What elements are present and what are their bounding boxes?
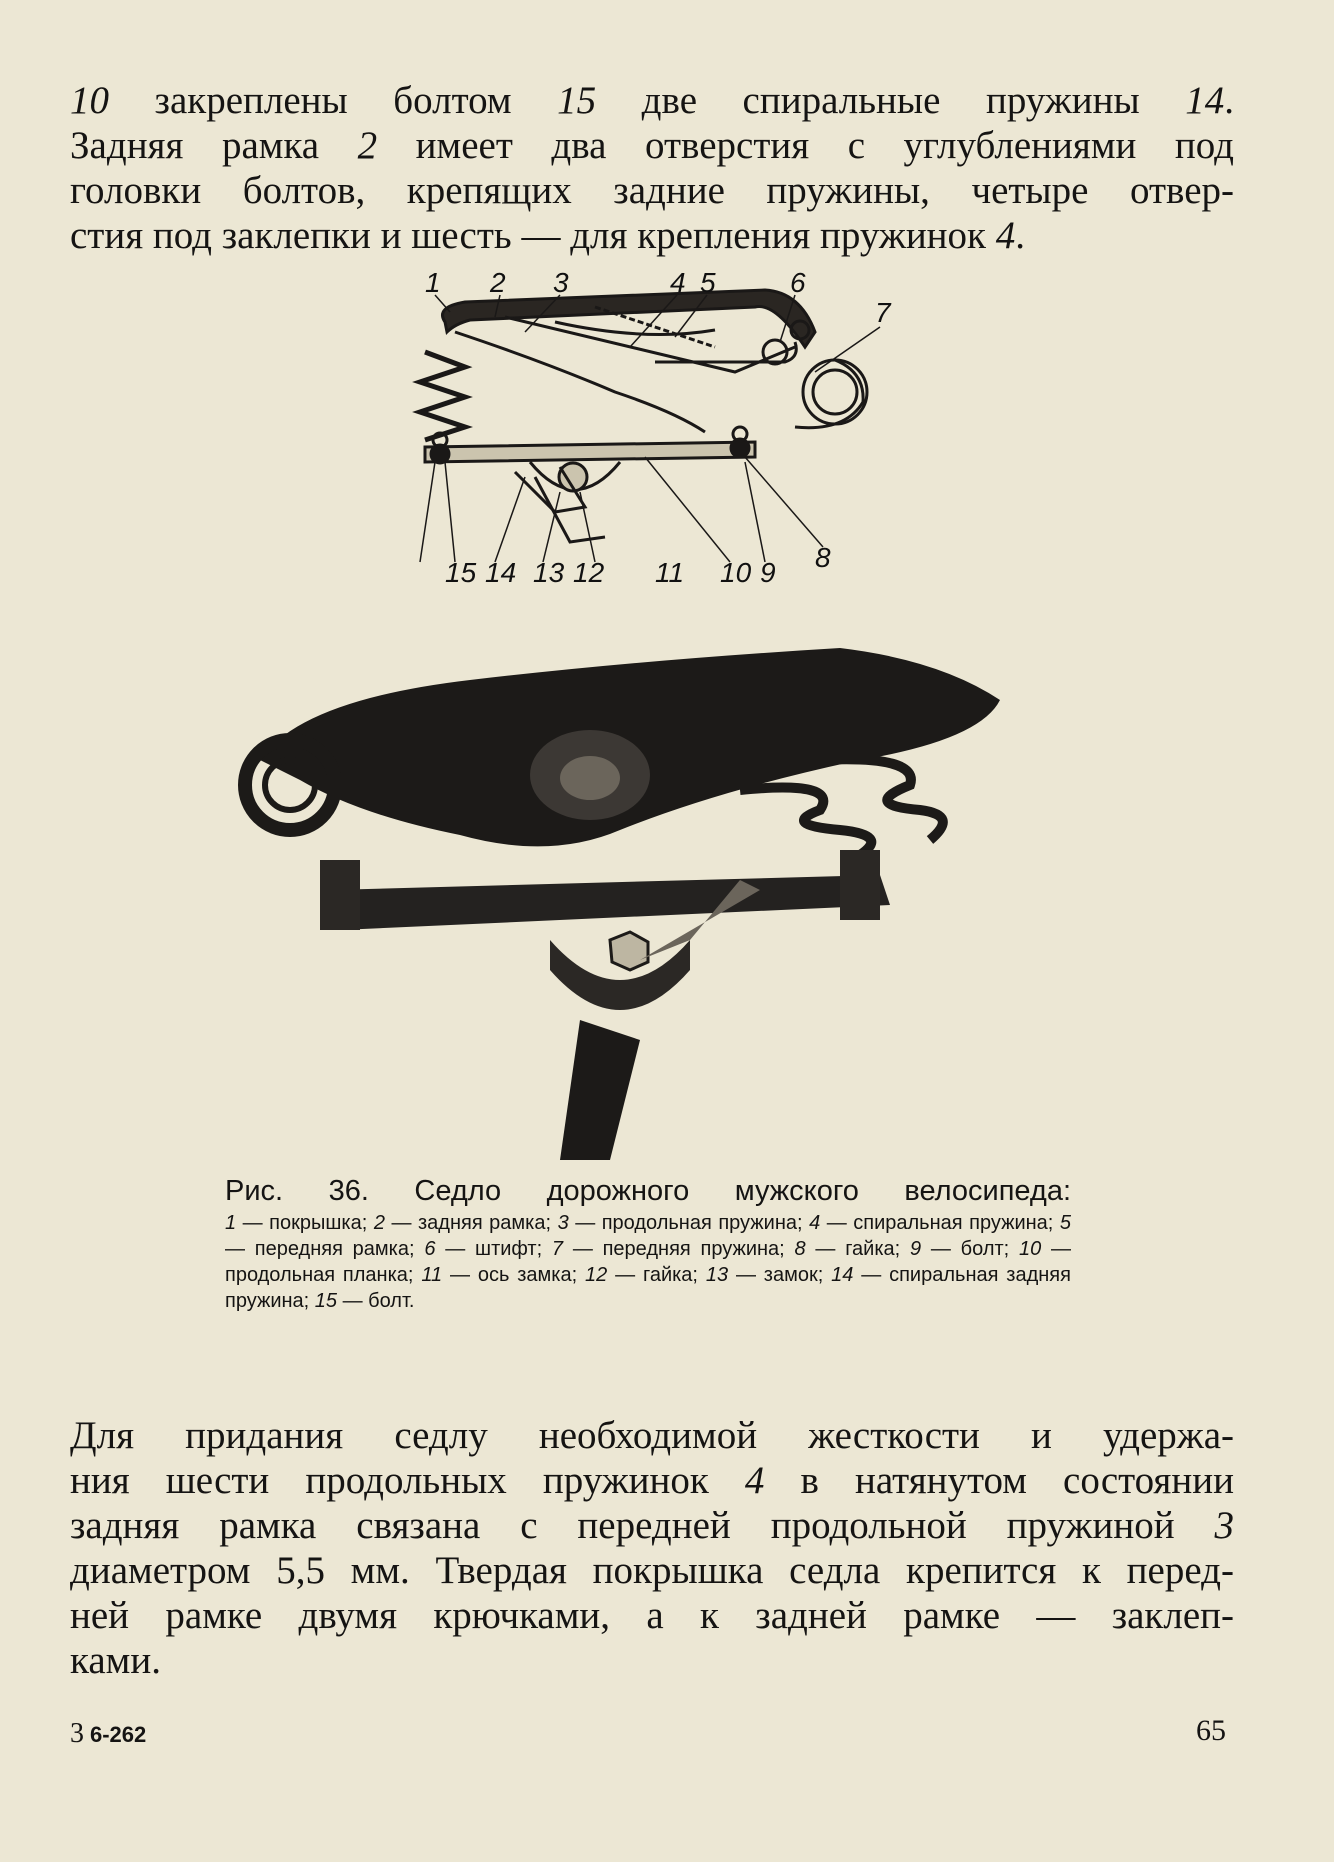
legend-number: 1 (225, 1212, 237, 1234)
legend-number: 4 (809, 1212, 821, 1234)
saddle-photo (220, 640, 1100, 1165)
legend-text: — замок; (728, 1264, 832, 1286)
callout-label: 15 (445, 557, 477, 588)
legend-text: — спиральная пружина; (820, 1212, 1060, 1234)
reference-number: 3 (1214, 1504, 1234, 1547)
legend-number: 6 (424, 1238, 436, 1260)
legend-item (424, 1238, 552, 1260)
callout-label: 4 (670, 267, 686, 298)
text-line (70, 1503, 1234, 1548)
legend-item (706, 1264, 831, 1286)
text-run: стия под заклепки и шесть — для крепления пружинок (70, 214, 996, 257)
legend-item (225, 1212, 374, 1234)
caption-title: Рис. 36. Седло дорожного мужского велосипеда: (225, 1175, 1071, 1207)
paragraph-bottom (70, 1413, 1234, 1683)
legend-item (795, 1238, 910, 1260)
text-line (70, 1548, 1234, 1593)
reference-number: 10 (70, 79, 109, 122)
paragraph-top (70, 78, 1234, 258)
callout-label: 14 (485, 557, 517, 588)
text-run: ками. (70, 1639, 161, 1682)
text-run: закреплены болтом (109, 79, 558, 122)
legend-number: 12 (585, 1264, 608, 1286)
reference-number: 4 (995, 214, 1016, 257)
legend-text: — передняя пружина; (563, 1238, 795, 1260)
legend-text: — покрышка; (236, 1212, 374, 1234)
legend-item (558, 1212, 810, 1234)
legend-number: 10 (1018, 1238, 1042, 1260)
legend-item (421, 1264, 585, 1286)
legend-text: — гайка; (607, 1264, 706, 1286)
legend-number: 7 (551, 1238, 564, 1260)
callout-label: 5 (700, 267, 716, 298)
text-line (70, 78, 1234, 123)
callout-label: 13 (533, 557, 565, 588)
text-line (70, 213, 1234, 258)
legend-number: 5 (1059, 1212, 1071, 1234)
legend-number: 13 (705, 1264, 729, 1286)
callout-label: 8 (815, 542, 831, 573)
text-run: ней рамке двумя крючками, а к задней рамке — заклеп- (70, 1594, 1234, 1637)
legend-text: — ось замка; (442, 1264, 585, 1286)
legend-item (809, 1212, 1060, 1234)
legend-item (585, 1264, 706, 1286)
legend-number: 3 (557, 1212, 569, 1234)
legend-number: 11 (421, 1264, 443, 1286)
text-run: Для придания седлу необходимой жесткости и удержа- (70, 1414, 1234, 1457)
callout-label: 2 (490, 267, 506, 298)
text-run: диаметром 5,5 мм. Твердая покрышка седла крепится к перед- (70, 1549, 1234, 1592)
page-number: 65 (1196, 1714, 1226, 1747)
text-line (70, 123, 1234, 168)
legend-number: 9 (910, 1238, 922, 1260)
text-line (70, 168, 1234, 213)
legend-text: — болт. (337, 1290, 415, 1312)
callout-label: 3 (553, 267, 569, 298)
legend-text: — продольная пружина; (568, 1212, 810, 1234)
legend-text: — гайка; (805, 1238, 910, 1260)
reference-number: 14 (1185, 79, 1225, 122)
legend-text: — штифт; (435, 1238, 552, 1260)
callout-label: 11 (655, 557, 685, 588)
text-line (70, 1458, 1234, 1503)
text-run: две спиральные пружины (596, 79, 1186, 122)
text-run: . (1224, 79, 1234, 122)
text-line (70, 1413, 1234, 1458)
text-run: задняя рамка связана с передней продольной пружиной (70, 1504, 1215, 1547)
legend-text: — задняя рамка; (384, 1212, 558, 1234)
text-run: Задняя рамка (70, 124, 358, 167)
text-run: имеет два отверстия с углублениями под (377, 124, 1234, 167)
callout-label: 1 (425, 267, 441, 298)
signature-number: 3 (70, 1718, 84, 1749)
legend-text: — продольная планка; (225, 1238, 1072, 1286)
text-run: в натянутом состоянии (764, 1459, 1234, 1502)
legend-text: — передняя рамка; (225, 1238, 425, 1260)
callout-label: 7 (875, 297, 891, 328)
saddle-diagram (395, 262, 1015, 602)
legend-number: 2 (373, 1212, 385, 1234)
legend-number: 15 (314, 1290, 338, 1312)
legend-text: — спиральная задняя пружина; (225, 1264, 1071, 1312)
figure-caption (225, 1172, 1071, 1314)
reference-number: 2 (357, 124, 378, 167)
legend-item (374, 1212, 558, 1234)
callout-label: 10 (720, 557, 752, 588)
signature-code: 6-262 (90, 1722, 147, 1747)
text-line (70, 1593, 1234, 1638)
legend-text: — болт; (921, 1238, 1019, 1260)
callout-label: 6 (790, 267, 806, 298)
text-line (70, 1638, 1234, 1683)
text-run: . (1015, 214, 1026, 257)
legend-number: 14 (831, 1264, 854, 1286)
legend-number: 8 (794, 1238, 806, 1260)
text-run: головки болтов, крепящих задние пружины, четыре отвер- (70, 169, 1234, 212)
callout-label: 12 (573, 557, 605, 588)
signature-mark (70, 1718, 146, 1750)
text-run: ния шести продольных пружинок (70, 1459, 745, 1502)
caption-legend (225, 1210, 1071, 1314)
legend-item (910, 1238, 1019, 1260)
legend-item (552, 1238, 795, 1260)
legend-item (315, 1290, 415, 1312)
reference-number: 4 (744, 1459, 765, 1502)
callout-label: 9 (760, 557, 776, 588)
reference-number: 15 (557, 79, 597, 122)
